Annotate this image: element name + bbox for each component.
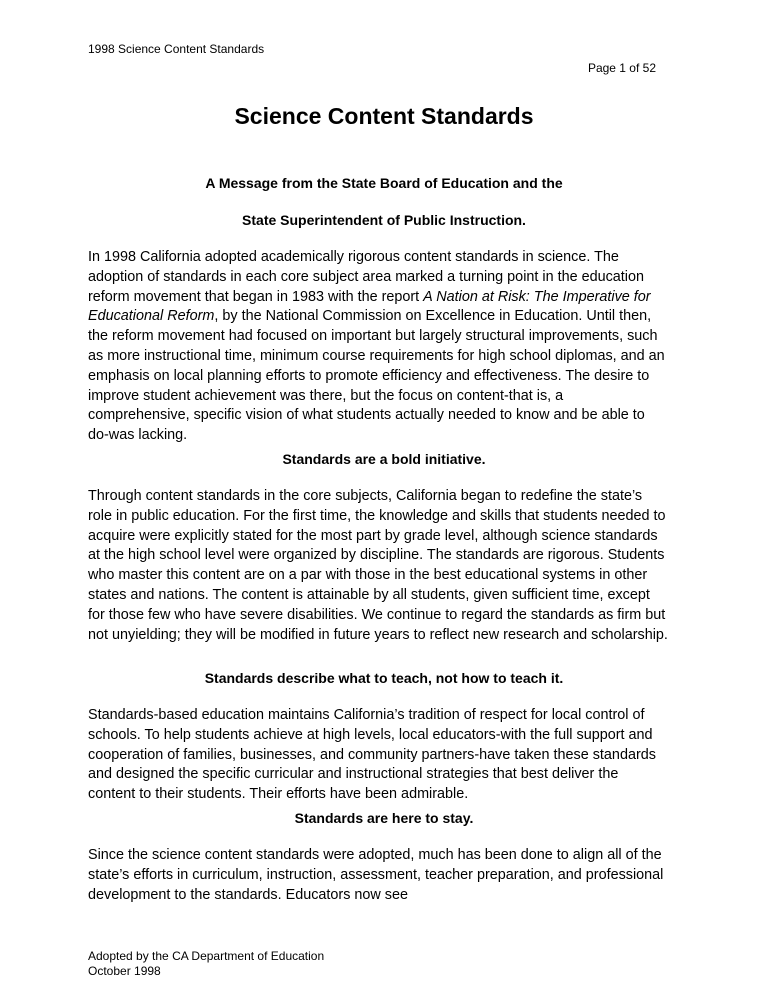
page-footer — [88, 949, 324, 979]
section-heading-here-to-stay: Standards are here to stay. — [294, 810, 474, 826]
page-title: Science Content Standards — [234, 103, 534, 129]
section-body-what-to-teach: Standards-based education maintains California’s tradition of respect for local control of schools. To help students achieve at high levels, local educators-with the full support and cooperation of families, businesses, and community partners-have taken these standards and designed the specific curricular and instructional strategies that best deliver the content to their students. Their efforts have been admirable. — [88, 707, 656, 803]
running-header: 1998 Science Content Standards — [88, 42, 265, 56]
section-body-here-to-stay: Since the science content standards were adopted, much has been done to align all of the state’s efforts in curriculum, instruction, assessment, teacher preparation, and professional development to the standards. Educators now see — [88, 847, 664, 903]
subtitle-line-2: State Superintendent of Public Instruction. — [242, 212, 526, 228]
report-title-italic: A Nation at Risk: The Imperative for Educational Reform — [88, 288, 651, 325]
footer-line-1: Adopted by the CA Department of Education — [88, 949, 325, 963]
section-heading-bold-initiative: Standards are a bold initiative. — [282, 451, 486, 467]
intro-text-end: , by the National Commission on Excellence in Education. Until then, the reform movement had focused on important but largely structural improvements, such as more instructional time, minimum course requirements for high school diplomas, and an emphasis on local planning efforts to promote efficiency and effectiveness. The desire to improve student achievement was there, but the focus on content-that is, a comprehensive, specific vision of what students actually needed to know and be able to do-was lacking. — [88, 308, 665, 444]
intro-text-start: In 1998 California adopted academically rigorous content standards in science. The adoption of standards in each core subject area marked a turning point in the education reform movement that began in 1983 with the report — [88, 249, 645, 305]
page-number: Page 1 of 52 — [587, 61, 656, 75]
footer-line-2: October 1998 — [88, 964, 161, 978]
section-heading-what-to-teach: Standards describe what to teach, not how to teach it. — [204, 670, 564, 686]
section-body-bold-initiative: Through content standards in the core subjects, California began to redefine the state’s role in public education. For the first time, the knowledge and skills that students needed to acquire were explicitly stated for the most part by grade level, although science standards at the high school level were organized by discipline. The standards are rigorous. Students who master this content are on a par with those in the best educational systems in other states and nations. The content is attainable by all students, given sufficient time, except for those few who have severe disabilities. We continue to regard the standards as firm but not unyielding; they will be modified in future years to reflect new research and scholarship. — [88, 488, 668, 643]
intro-paragraph — [88, 248, 668, 446]
subtitle-line-1: A Message from the State Board of Education and the — [205, 175, 563, 191]
